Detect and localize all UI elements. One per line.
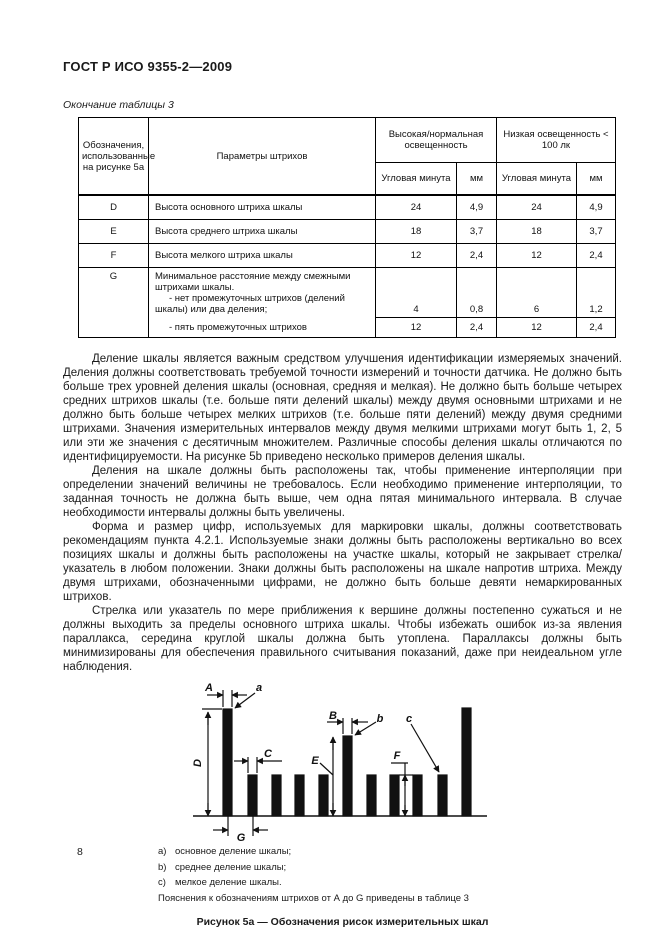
row-value: 24	[497, 195, 577, 220]
paragraph-pointer: Стрелка или указатель по мере приближения к вершине должны постепенно сужаться и не должны выходить за пределы основного штриха шкалы. Чтобы избежать ошибок из-за явления параллакса, середина круглой шкалы должна быть утоплена. Параллаксы должны быть минимизированы для обеспечения правильного считывания показаний, даже при неидеальном угле наблюдения.	[63, 605, 622, 673]
table-row-G-part1	[79, 268, 616, 318]
tick-bar-fine	[319, 775, 328, 816]
row-value: 4	[376, 268, 457, 318]
row-param	[149, 268, 376, 318]
dim-label-F: F	[393, 750, 401, 762]
row-id: E	[79, 220, 149, 244]
dim-label-G: G	[236, 832, 246, 844]
tick-bar-fine	[438, 775, 447, 816]
legend-marker: c)	[158, 877, 166, 888]
row-param: Высота среднего штриха шкалы	[149, 220, 376, 244]
dimension-C	[234, 757, 282, 773]
leader-b	[355, 722, 376, 735]
g-param-main: Минимальное расстояние между смежными штрихами шкалы.	[155, 271, 351, 293]
table-row-F	[79, 244, 616, 268]
g-param-sub1: - нет промежуточных штрихов (делений шкалы) или два деления;	[155, 293, 345, 315]
col-header-parameters: Параметры штрихов	[149, 118, 376, 196]
dim-label-B: B	[329, 710, 337, 722]
row-value: 0,8	[457, 268, 497, 318]
dim-label-C: C	[264, 748, 272, 760]
row-value: 3,7	[577, 220, 616, 244]
subheader-angular-minute-2: Угловая минута	[497, 163, 577, 196]
row-id: G	[79, 268, 149, 338]
tick-bar-fine	[390, 775, 399, 816]
row-value: 3,7	[457, 220, 497, 244]
legend-marker: b)	[158, 861, 167, 873]
row-value: 12	[376, 317, 457, 338]
table-row-E	[79, 220, 616, 244]
row-value: 1,2	[577, 268, 616, 318]
document-standard-number: ГОСТ Р ИСО 9355-2—2009	[63, 59, 233, 74]
row-value: 18	[376, 220, 457, 244]
row-value: 2,4	[457, 317, 497, 338]
legend-text: среднее деление шкалы;	[175, 861, 287, 873]
dimension-A	[207, 690, 247, 707]
row-value: 2,4	[457, 244, 497, 268]
row-value: 4,9	[577, 195, 616, 220]
figure-5a	[185, 678, 622, 844]
legend-marker: a)	[158, 846, 167, 857]
dim-label-E: E	[311, 755, 319, 767]
stroke-parameters-table	[78, 117, 616, 338]
row-param: Высота мелкого штриха шкалы	[149, 244, 376, 268]
col-header-designations: Обозначения, использованные на рисунке 5а	[79, 118, 149, 196]
legend-item-c	[158, 875, 622, 891]
scale-marks-diagram	[185, 678, 505, 844]
legend-item-b	[158, 860, 622, 876]
row-param	[149, 317, 376, 338]
tick-bar-fine	[295, 775, 304, 816]
paragraph-interpolation: Деления на шкале должны быть расположены так, чтобы применение интерполяции при определении значений величины не требовалось. Если необходимо применение интерполяции, то заданная точность не должна быть выше, чем одна пятая минимального интервала. В случае необходимости интервалы должны быть увеличены.	[63, 465, 622, 519]
figure-note: Пояснения к обозначениям штрихов от А до G приведены в таблице 3	[158, 892, 469, 904]
leader-c	[411, 724, 439, 772]
body-text	[63, 352, 622, 674]
legend-text: мелкое деление шкалы.	[175, 877, 282, 888]
ref-label-a: a	[255, 682, 263, 694]
legend-item-a	[158, 844, 622, 860]
subheader-mm-2: мм	[577, 163, 616, 196]
row-value: 2,4	[577, 244, 616, 268]
page-number: 8	[77, 846, 83, 858]
figure-legend	[158, 844, 622, 891]
tick-bar-fine	[367, 775, 376, 816]
row-id: D	[79, 195, 149, 220]
subheader-mm-1: мм	[457, 163, 497, 196]
legend-text: основное деление шкалы;	[175, 846, 292, 857]
tick-bar-fine	[413, 775, 422, 816]
tick-bar-main	[223, 709, 232, 816]
table-row-D	[79, 195, 616, 220]
col-group-high-illuminance: Высокая/нормальная освещенность	[376, 118, 497, 163]
g-param-sub2: - пять промежуточных штрихов	[169, 321, 307, 333]
tick-bar-fine	[248, 775, 257, 816]
row-value: 24	[376, 195, 457, 220]
dim-label-D: D	[192, 759, 204, 767]
paragraph-scale-division: Деление шкалы является важным средством улучшения идентификации измеряемых значений. Деления должны соответствовать требуемой точности измерений и точности датчика. Не должно быть больше трех уровней деления шкалы (основная, средняя и мелкая). Не должно быть больше четырех средних штрихов шкалы (т.е. больше пяти делений шкалы) между двумя основными штрихами и не должно быть больше четырех мелких штрихов (т.е. больше пяти делений) между двумя средними штрихами. Значения измерительных интервалов между двумя мелкими штрихами могут быть 1, 2, 5 или эти же значения с десятичным множителем. Различные способы деления шкалы отличаются по идентифицируемости. На рисунке 5b приведено несколько примеров деления шкалы.	[63, 353, 622, 463]
row-value: 2,4	[577, 317, 616, 338]
table-continuation-caption: Окончание таблицы 3	[63, 99, 174, 111]
figure-caption: Рисунок 5а — Обозначения рисок измерительных шкал	[196, 915, 489, 928]
row-value: 12	[376, 244, 457, 268]
tick-bar-main	[462, 708, 471, 816]
tick-bar-medium	[343, 736, 352, 816]
row-param: Высота основного штриха шкалы	[149, 195, 376, 220]
row-value: 4,9	[457, 195, 497, 220]
tick-bar-fine	[272, 775, 281, 816]
col-group-low-illuminance: Низкая освещенность < 100 лк	[497, 118, 616, 163]
row-id: F	[79, 244, 149, 268]
row-value: 18	[497, 220, 577, 244]
row-value: 6	[497, 268, 577, 318]
row-value: 12	[497, 244, 577, 268]
ref-label-c: c	[405, 713, 413, 725]
dimension-D	[202, 709, 222, 816]
paragraph-digits-form: Форма и размер цифр, используемых для маркировки шкалы, должны соответствовать рекомендациям пункта 4.2.1. Используемые знаки должны быть расположены вертикально во всех позициях шкалы и должны быть расположены на участке шкалы, который не закрывает стрелка/указатель в любом положении. Знаки должны быть расположены на шкале напротив штриха. Между двумя штрихами, обозначенными цифрами, не должно быть больше девяти немаркированных штрихов.	[63, 521, 622, 603]
ref-label-b: b	[376, 713, 384, 725]
subheader-angular-minute-1: Угловая минута	[376, 163, 457, 196]
dim-label-A: A	[205, 682, 213, 694]
table-header-row	[79, 118, 616, 163]
row-value: 12	[497, 317, 577, 338]
table-row-G-part2	[79, 317, 616, 338]
